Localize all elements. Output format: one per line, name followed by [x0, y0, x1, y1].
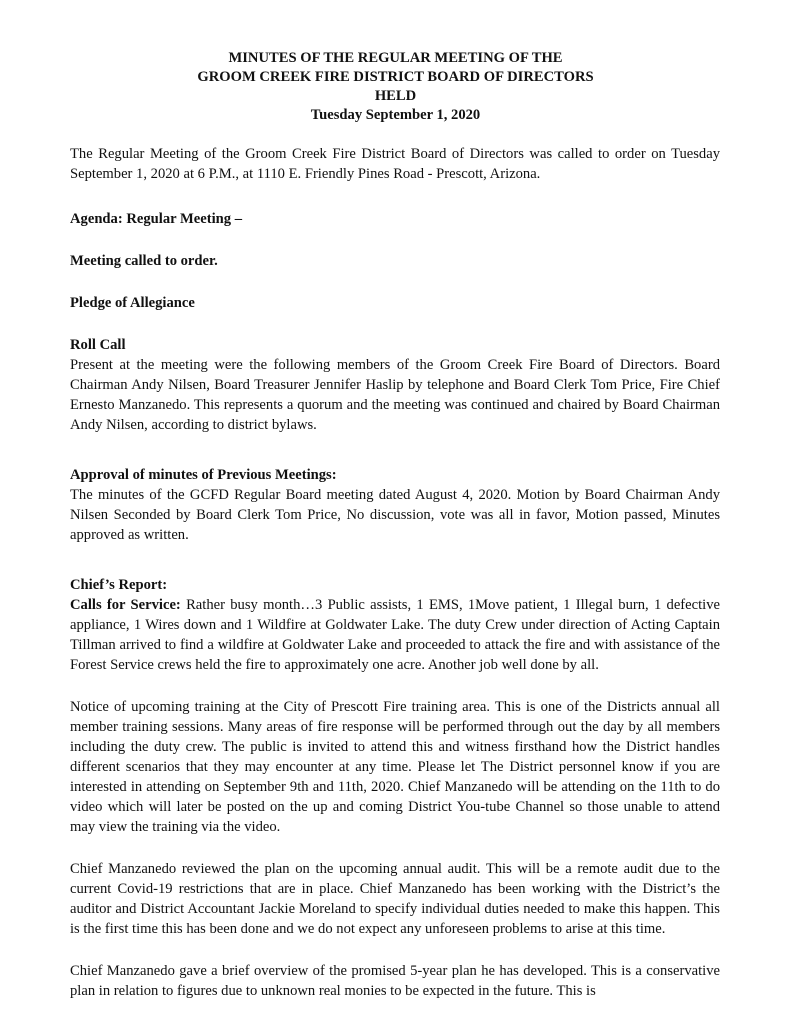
title-line-1: MINUTES OF THE REGULAR MEETING OF THE	[228, 50, 563, 66]
document-body	[70, 144, 720, 1001]
training-paragraph: Notice of upcoming training at the City of Prescott Fire training area. This is one of the Districts annual all member training sessions. Many areas of fire response will be performed through out the day by all members including the duty crew. The public is invited to attend this and witness firsthand how the District handles different scenarios that they may encounter at any time. Please let The District personnel know if you are interested in attending on September 9th and 11th, 2020. Chief Manzanedo will be attending on the 11th to do video which will later be posted on the up and coming District You-tube Channel so those unable to attend may view the training via the video.	[70, 699, 720, 835]
roll-call-body: Present at the meeting were the following members of the Groom Creek Fire Board of Directors. Board Chairman Andy Nilsen, Board Treasurer Jennifer Haslip by telephone and Board Clerk Tom Price, Fire Chief Ernesto Manzanedo. This represents a quorum and the meeting was continued and chaired by Board Chairman Andy Nilsen, according to district bylaws.	[70, 357, 720, 433]
intro-paragraph: The Regular Meeting of the Groom Creek Fire District Board of Directors was called to order on Tuesday September 1, 2020 at 6 P.M., at 1110 E. Friendly Pines Road - Prescott, Arizona.	[70, 146, 720, 182]
title-line-2: GROOM CREEK FIRE DISTRICT BOARD OF DIRECTORS	[197, 69, 594, 85]
audit-paragraph: Chief Manzanedo reviewed the plan on the upcoming annual audit. This will be a remote audit due to the current Covid-19 restrictions that are in place. Chief Manzanedo has been working with the District’s the auditor and District Accountant Jackie Moreland to specify individual duties needed to make this happen. This is the first time this has been done and we do not expect any unforeseen problems to arise at this time.	[70, 861, 720, 937]
calls-for-service-body: Rather busy month…3 Public assists, 1 EMS, 1Move patient, 1 Illegal burn, 1 defective appliance, 1 Wires down and 1 Wildfire at Goldwater Lake. The duty Crew under direction of Acting Captain Tillman arrived to find a wildfire at Goldwater Lake and proceeded to attack the fire and with assistance of the Forest Service crews held the fire to approximately one acre. Another job well done by all.	[70, 597, 720, 673]
agenda-heading: Agenda: Regular Meeting –	[70, 211, 242, 227]
title-date: Tuesday September 1, 2020	[310, 107, 481, 123]
roll-call-heading: Roll Call	[70, 337, 126, 353]
approval-heading: Approval of minutes of Previous Meetings:	[70, 467, 337, 483]
title-line-3: HELD	[374, 88, 417, 104]
five-year-plan-paragraph: Chief Manzanedo gave a brief overview of the promised 5-year plan he has developed. This is a conservative plan in relation to figures due to unknown real monies to be expected in the future. This is	[70, 963, 720, 999]
pledge-heading: Pledge of Allegiance	[70, 295, 195, 311]
calls-for-service-paragraph	[70, 595, 720, 675]
approval-body: The minutes of the GCFD Regular Board meeting dated August 4, 2020. Motion by Board Chairman Andy Nilsen Seconded by Board Clerk Tom Price, No discussion, vote was all in favor, Motion passed, Minutes approved as written.	[70, 487, 720, 543]
calls-for-service-label: Calls for Service:	[70, 597, 181, 613]
chiefs-report-heading: Chief’s Report:	[70, 577, 168, 593]
called-to-order-heading: Meeting called to order.	[70, 253, 218, 269]
document-title	[0, 49, 791, 125]
